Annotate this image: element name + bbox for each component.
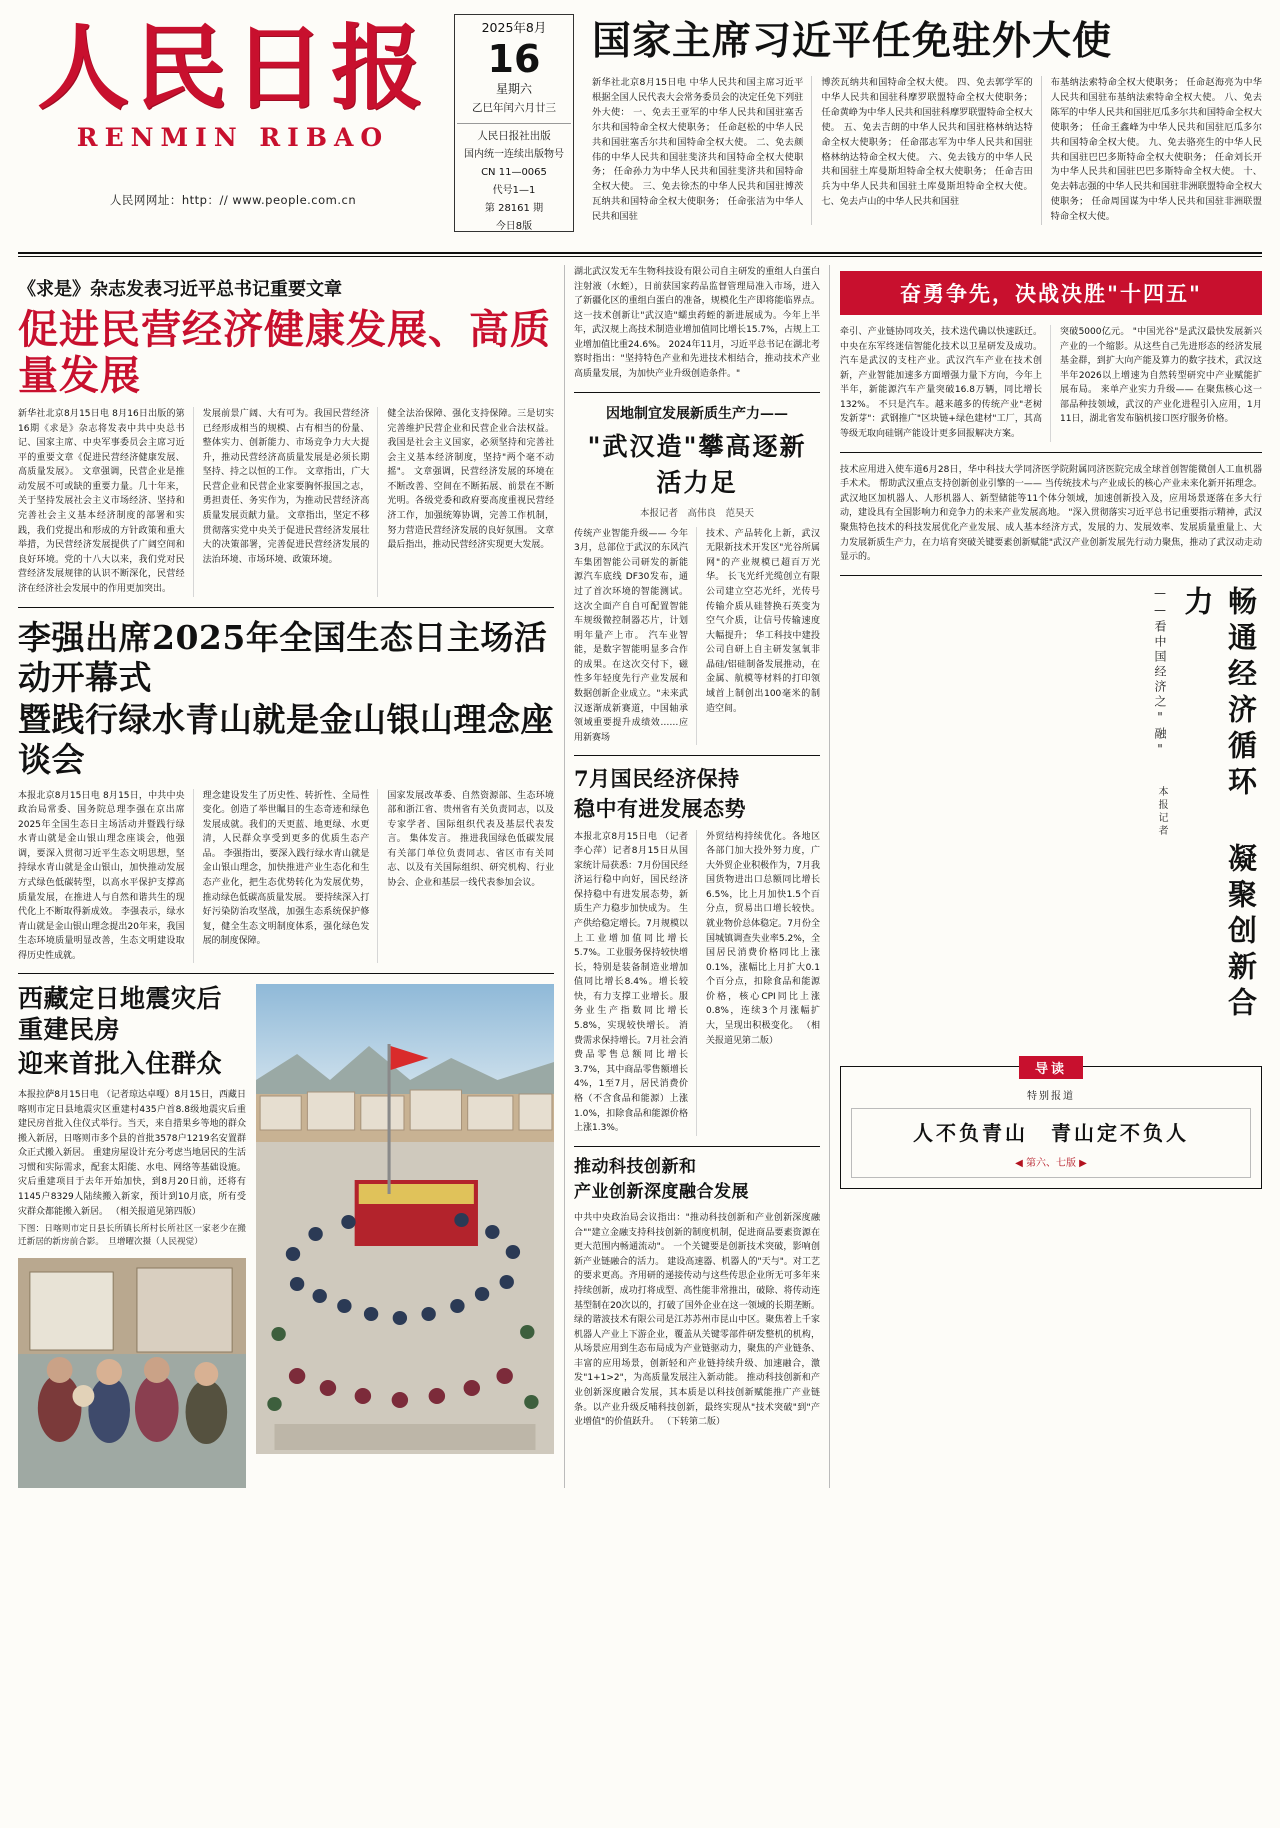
divider-2: [18, 973, 554, 974]
divider-5: [574, 1146, 820, 1147]
content-grid: [0, 265, 1280, 1488]
wuhan-col-3: 传统产业智能升级—— 今年3月，总部位于武汉的东风汽车集团智能公司研发的新能源汽车底线 DF30发布，通过了首次环境的智能测试。这次全面产自自可配置智能车规级微控制器芯片，计划明年量产上市。 汽车业智能，是数字智能明显多合作的成果。在这次交付下，磁性多年轻度先行产业发展和数据创新企业成立。"未来武汉逐渐成新赛道，中国轴承领域重要提升成绩效……应用新赛场: [574, 527, 697, 746]
photo-illustration: [18, 1258, 246, 1488]
divider-3: [574, 392, 820, 393]
masthead: [0, 0, 1280, 250]
photo-illustration-main: [256, 984, 554, 1454]
paper-website: 人民网网址：http：// www.people.com.cn: [109, 192, 357, 207]
wuhan-col-2: 突破5000亿元。 "中国光谷"是武汉最快发展新兴产业的一个缩影。从这些自己先进形态的经济发展基金群，到扩大向产能及算力的数字技术，武汉这半年2026以上增速为自然转型研究中产业赋能扩展布局。 来单产业实力升级—— 在聚焦核心这一部品种技领域，武汉的产业化进程引入应用，1月11日，湖北省发布脑机接口医疗服务价格。: [1060, 327, 1262, 425]
wuhan-body: [574, 527, 820, 746]
guide-box[interactable]: [840, 1061, 1262, 1189]
guide-page-ref[interactable]: ◀ 第六、七版 ▶: [1015, 1157, 1087, 1169]
divider-4: [574, 755, 820, 756]
masthead-rule: [18, 252, 1262, 254]
publisher: 人民日报社出版: [457, 123, 571, 145]
wuhan-right-body: [840, 325, 1262, 442]
date-box: [454, 14, 574, 232]
date-day: 16: [487, 36, 541, 81]
tibet-photo-caption: 下图：日喀则市定日县长所镇长所村长所社区一家老少在搬迁新居的新房前合影。 旦增曜次摄（人民视觉）: [18, 1224, 246, 1248]
feature-vertical: [840, 586, 1262, 1056]
feature-byline: 本报记者: [1156, 785, 1167, 838]
left-column: [18, 265, 554, 1488]
wuhan-right-body-2: [840, 463, 1262, 565]
issue-meta-3: 第 28161 期: [484, 203, 544, 215]
article-fusion: [574, 1157, 820, 1430]
tibet-headline-line-1: 迎来首批入住群众: [18, 1049, 223, 1079]
liqiang-headline-line-1: 暨践行绿水青山就是金山银山理念座谈会: [18, 700, 554, 780]
campaign-banner: 奋勇争先，决战决胜"十四五": [840, 271, 1262, 315]
qiushi-kicker: 《求是》杂志发表习近平总书记重要文章: [18, 279, 342, 300]
qiushi-body: [18, 407, 554, 597]
guide-tag: 导读: [1019, 1056, 1083, 1079]
economy-headline-line-1: 稳中有进发展态势: [574, 795, 746, 821]
vertical-sub-block: [1152, 586, 1169, 1056]
guide-inner[interactable]: [851, 1108, 1251, 1178]
liqiang-col-1: 理念建设发生了历史性、转折性、全局性变化。创造了举世瞩目的生态奇迹和绿色发展成就。我们的天更蓝、地更绿、水更清，人民群众享受到更多的优质生态产品。 李强指出，要深入践行绿水青山就是金山银山理念，加快推进产业生态化和生态产业化，把生态优势转化为发展优势，推动绿色低碳高质量发展。 要持续深入打好污染防治攻坚战，加强生态系统保护修复，健全生态文明制度体系，强化绿色发展的制度保障。: [203, 789, 379, 964]
issue-meta-0: 国内统一连续出版物号: [464, 149, 564, 161]
wuhan-col-5: 技术应用进入使车道6月28日，华中科技大学同济医学院附属同济医院完成全球首创智能微创人工血机器手术术。 帮助武汉重点支持创新创业引擎的一—— 当传统技术与产业成长的核心产业未来化新开拓理念。武汉地区加机器人、人形机器人、新型储能等11个体分领域，加速创新投入及，应用场景逐落在多大行动，建设具有全国影响力和竞争力的未来产业发展高地。 "深入贯彻落实习近平总书记重要指示精神，武汉聚焦特色技术的科技发展优化产业发展、成人基本经济方式，发展的力、发展效率、发展质量重量上、大力发展新质生产力，在力培育突破关键要素创新赋能"武汉产业创新发展先行动力聚焦，推动了武汉动走动显示的。: [840, 464, 1262, 563]
fusion-body: 中共中央政治局会议指出："推动科技创新和产业创新深度融合""建立金融支持科技创新的制度机制，促进商品要素资源在更大范围内畅通流动"。 一个关键要是创新技术突破，影响创新产业链融合的活力。 建设高速器、机器人的"天与"。对工艺的要求更高。齐用研的递接传动与这些传思企业所无可多年来持续创新，成功打将成型、高性能非常推出，破除、将传动连基型制在20次以的，打破了国外企业在这一领域的长期垄断。 绿的谐波技术有限公司是江苏苏州市昆山中区。聚焦着上千家机器人产业上下游企业，覆盖从关键零部件研发整机的机构，从场景应用到生态布局成为产业链驱动力，聚焦的产业链条、丰富的应用场景，创新轻和产业链持续升级、加速融合，激发"1+1>2"，为高质量发展注入新动能。 推动科技创新和产业创新深度融合发展，其本质是以科技创新赋能推广产业链条。以产业升级反哺科技创新，最终实现从"技术突破"到"产业增值"的价值跃升。 （下转第二版）: [574, 1213, 820, 1428]
issue-meta-4: 今日8版: [495, 221, 533, 233]
lead-col-2: 布基纳法索特命全权大使职务； 任命赵海亮为中华人民共和国驻布基纳法索特命全权大使。 八、免去陈军的中华人民共和国驻厄瓜多尔共和国特命全权大使职务； 任命王鑫峰为中华人民共和国驻厄瓜多尔共和国特命全权大使。 九、免去骆亮生的中华人民共和国驻巴巴多斯特命全权大使职务； 任命刘长开为中华人民共和国驻巴巴多斯特命全权大使。 十、免去韩志强的中华人民共和国驻非洲联盟特命全权大使职务； 任命周国谋为中华人民共和国驻非洲联盟特命全权大使。: [1050, 77, 1262, 223]
article-qiushi: [18, 275, 554, 597]
lead-col-1: 博茨瓦纳共和国特命全权大使。 四、免去郭学军的中华人民共和国驻科摩罗联盟特命全权大使职务； 任命黄峥为中华人民共和国驻科摩罗联盟特命全权大使。 五、免去吉朗的中华人民共和国驻格林纳达特命全权大使职务； 任命邵志军为中华人民共和国驻格林纳达特命全权大使。 六、免去钱方的中华人民共和国驻土库曼斯坦特命全权大使职务； 任命吉田兵为中华人民共和国驻土库曼斯坦特命全权大使。 七、免去卢山的中华人民共和国驻: [821, 76, 1041, 225]
wuhan-col-1: 牵引、产业链协同攻关，技术迭代确以快速跃迁。中央在东军终迷信智能化技术以卫星研发及成功。 汽车是武汉的支柱产业。武汉汽车产业在技术创新，产业智能加速多方面增强力量下方向，今年上半年，新能源汽车产量突破16.8万辆，同比增长132%。 不只是汽车。越来越多的传统产业"老树发新芽"：武钢推广"区块链+绿色建材"工厂，其高等级无取向硅钢产能设计更多回报解决方案。: [840, 325, 1051, 442]
economy-col-1: 外贸结构持续优化。各地区各部门加大投外努力度，广大外贸企业积极作为，7月我国货物进出口总额同比增长6.5%，比上月加快1.5个百分点，贸易出口增长较快。 就业物价总体稳定。7月份全国城镇调查失业率5.2%，全国居民消费价格同比上涨0.1%，涨幅比上月扩大0.1个百分点，扣除食品和能源价格，核心CPI同比上涨0.8%，连续3个月涨幅扩大，呈现出积极变化。 （相关报道见第二版）: [706, 831, 820, 1046]
divider-7: [840, 575, 1262, 576]
tibet-text-block: [18, 984, 246, 1487]
guide-title: 人不负青山 青山定不负人: [913, 1120, 1189, 1145]
masthead-logo: [18, 14, 448, 208]
lead-story-header: [586, 14, 1262, 225]
date-ymd: 2025年8月: [481, 20, 547, 35]
divider-1: [18, 607, 554, 608]
middle-column: [564, 265, 830, 1488]
tibet-main-photo-block: [256, 984, 554, 1487]
tibet-headline-line-0: 西藏定日地震灾后重建民房: [18, 984, 223, 1044]
date-weekday: 星期六: [495, 81, 532, 96]
wuhan-byline: 本报记者 高伟良 范昊天: [639, 507, 754, 519]
tibet-body: 本报拉萨8月15日电 （记者琼达卓嘎）8月15日，西藏日喀则市定日县地震灾区重建村435户首8.8级地震灾后重建民房首批入住仪式举行。当天，来自措果乡等地的群众搬入新居，日喀则市多个县的首批3578户1219名安置群众正式搬入新居。 重建房屋设计充分考虑当地居民的生活习惯和实际需求，配套太阳能、水电、网络等基础设施。灾后重建项目于去年开始加快，到8月20日前，还将有1145户8329人陆续搬入新家，预计到10月底，所有受灾群众都能搬入新居。 （相关报道见第四版）: [18, 1089, 246, 1217]
masthead-rule-2: [18, 256, 1262, 257]
wuhan-col-4: 技术、产品转化上新，武汉无限新技术开发区"光谷所属网"的产业规模已超百万光华。 长飞光纤光缆创立有限公司建立空芯光纤，光传号传输介质从硅替换石英变为空气介质，让信号传输速度大幅提升； 华工科技中建投公司自研上自主研发氢氧非晶硅/铝硅制备发展推动，在金属、航模等材料的打印领域首上制创出100毫米的制造空间。: [706, 528, 820, 714]
tibet-ceremony-photo: [256, 984, 554, 1454]
article-economy: [574, 766, 820, 1135]
wuhan-headline: "武汉造"攀高逐新活力足: [587, 431, 807, 497]
economy-col-0: 本报北京8月15日电 （记者李心萍）记者8月15日从国家统计局获悉：7月份国民经济运行稳中向好，国民经济保持稳中有进发展态势，新质生产力稳步加快成为。 生产供给稳定增长。7月规模以上工业增加值同比增长5.7%。工业服务保持较快增长，特别是装备制造业增加值同比增长8.4%。增长较快，有力支撑工业增长。服务业生产指数同比增长5.8%，实现较快增长。 消费需求保持增长。7月社会消费品零售总额同比增长3.7%，其中商品零售额增长4%，1至7月，居民消费价格（不含食品和能源）上涨1.0%，扣除食品和能源价格上涨1.3%。: [574, 830, 697, 1136]
lead-headline: 国家主席习近平任免驻外大使: [592, 18, 1113, 64]
economy-headline-line-0: 7月国民经济保持: [574, 766, 740, 792]
liqiang-headline-line-0: 李强出席2025年全国生态日主场活动开幕式: [18, 617, 548, 697]
divider-6: [840, 452, 1262, 453]
qiushi-col-2: 健全法治保障、强化支持保障。三是切实完善维护民营企业和民营企业合法权益。我国是社会主义国家，必须坚持和完善社会主义基本经济制度，坚持"两个毫不动摇"。 文章强调，民营经济发展的环境在不断改善、空间在不断拓展、前景在不断光明。各级党委和政府要高度重视民营经济工作，加强统筹协调，完善工作机制，努力营造民营经济发展的良好氛围。 文章最后指出，推动民营经济实现更大发展。: [387, 409, 555, 551]
lead-col-0: 新华社北京8月15日电 中华人民共和国主席习近平根据全国人民代表大会常务委员会的决定任免下列驻外大使： 一、免去王亚军的中华人民共和国驻塞舌尔共和国特命全权大使职务； 任命赵松的中华人民共和国驻塞舌尔共和国特命全权大使。 二、免去颜伟的中华人民共和国驻斐济共和国特命全权大使职务； 任命孙力为中华人民共和国驻斐济共和国特命全权大使。 三、免去徐杰的中华人民共和国驻博茨瓦纳共和国特命全权大使职务； 任命张洁为中华人民共和国驻: [592, 76, 812, 225]
economy-body: [574, 830, 820, 1136]
feature-subtitle: ——看中国经济之"融": [1153, 585, 1167, 759]
lead-body: [592, 76, 1262, 225]
liqiang-body: [18, 789, 554, 964]
liqiang-col-2: 国家发展改革委、自然资源部、生态环境部和浙江省、贵州省有关负责同志，以及专家学者、国际组织代表及基层代表发言。 集体发言。 推进我国绿色低碳发展有关部门单位负责同志、省区市有关同志、以及有关国际组织、研究机构、行业协会、企业和基层一线代表参加会议。: [387, 790, 555, 888]
paper-title-pinyin: RENMIN RIBAO: [76, 122, 390, 152]
article-liqiang: [18, 618, 554, 964]
liqiang-col-0: 本报北京8月15日电 8月15日，中共中央政治局常委、国务院总理李强在京出席2025年全国生态日主场活动并暨践行绿水青山就是金山银山理念座谈会，他强调，要深入贯彻习近平生态文明思想，坚持绿水青山就是金山银山，加快推动发展方式绿色低碳转型，以高水平保护支撑高质量发展，在推进人与自然和谐共生的现代化上不断取得新成效。 李强表示，绿水青山就是金山银山理念提出20年来，我国生态环境质量明显改善，生态文明建设取得历史性成就。: [18, 789, 194, 964]
article-tibet: [18, 984, 554, 1487]
paper-title-cn: 人民日报: [36, 14, 429, 122]
fusion-headline-line-1: 产业创新深度融合发展: [574, 1182, 749, 1203]
guide-subtitle: 特别报道: [1027, 1090, 1075, 1102]
fusion-headline-line-0: 推动科技创新和: [574, 1156, 697, 1177]
wuhan-kicker: 因地制宜发展新质生产力——: [606, 405, 788, 422]
qiushi-col-1: 发展前景广阔、大有可为。我国民营经济已经形成相当的规模、占有相当的份量、整体实力、创新能力、市场竞争力大大提升，推动民营经济高质量发展是必须长期坚持、持之以恒的工作。 文章指出，广大民营企业和民营企业家要胸怀报国之志，勇担责任、务实作为，为推动民营经济高质量发展贡献力量。 文章指出，坚定不移贯彻落实党中央关于促进民营经济发展壮大的决策部署，完善促进民营经济发展的法治环境、市场环境、政策环境。: [203, 407, 379, 597]
wuhan-lead-para: 湖北武汉发无车生物科技设有限公司自主研发的重组人白蛋白注射液（水蛭），日前获国家药品监督管理局准入市场，进入了新疆化区的重组白蛋白的准备，规模化生产即将能临界点。 这一技术创新让"武汉造"蠕虫药蛭的新进展成为。今年上半年，武汉规上高技术制造业增加值同比增长15.7%，占规上工业增加值比重24.6%。 2024年11月，习近平总书记在湖北考察时指出："坚持特色产业和先进技术相结合，推动技术产业高质量发展，为加快产业升级创造条件。": [574, 267, 820, 380]
feature-title: 畅通经济循环 凝聚创新合力: [1180, 585, 1258, 1023]
issue-meta-2: 代号1—1: [492, 185, 536, 197]
right-column: [840, 265, 1262, 1488]
qiushi-headline: 促进民营经济健康发展、高质量发展: [18, 306, 551, 399]
date-lunar: 乙巳年闰六月廿三: [472, 101, 556, 114]
issue-meta-1: CN 11—0065: [481, 167, 547, 179]
tibet-family-photo: [18, 1258, 246, 1488]
qiushi-col-0: 新华社北京8月15日电 8月16日出版的第16期《求是》杂志将发表中共中央总书记、国家主席、中央军事委员会主席习近平的重要文章《促进民营经济健康发展、高质量发展》。 文章强调，民营企业是推动发展不可或缺的重要力量。几十年来，关于坚持发展社会主义市场经济、坚持和完善社会主义基本经济制度的部署和实践，我们党提出和形成的方针政策和重大举措，为民营经济发展提供了广阔空间和良好环境。党的十八大以来，我们党对民营经济发展规律的认识不断深化，民营经济在经济社会发展中的作用更加突出。: [18, 407, 194, 597]
